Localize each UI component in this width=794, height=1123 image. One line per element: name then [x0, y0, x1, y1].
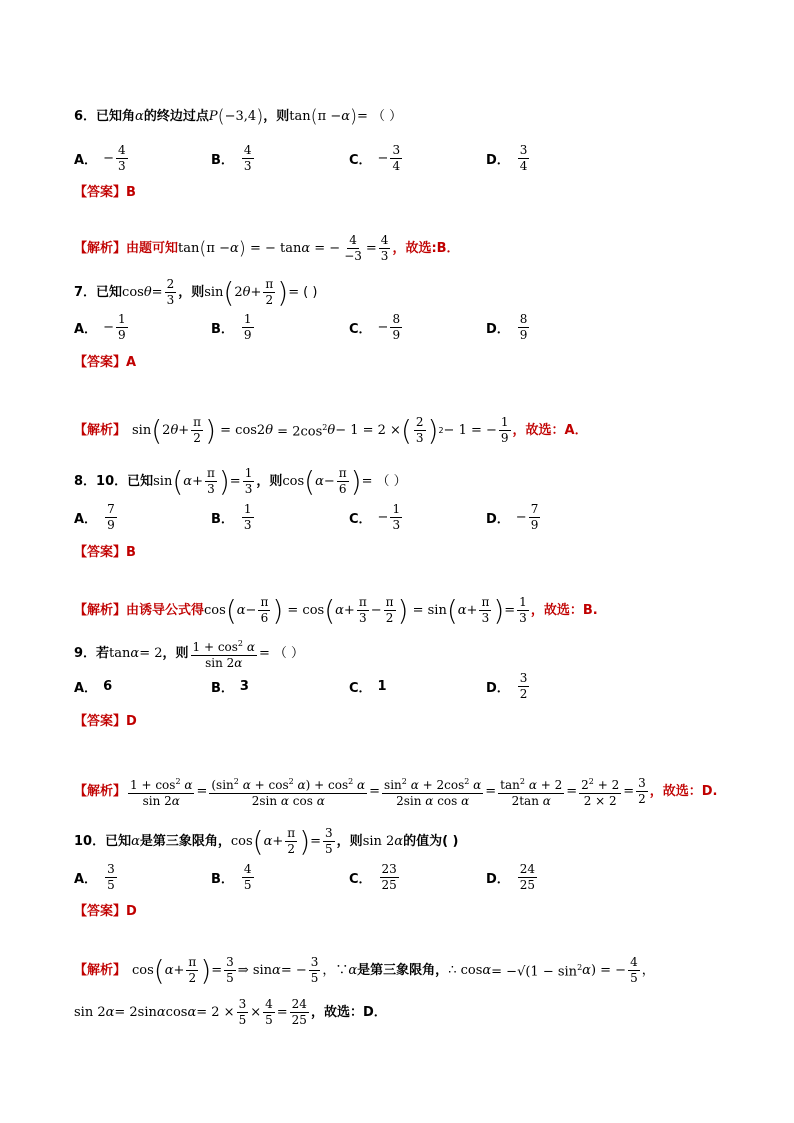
q8-option-d[interactable]: D． − $\frac{7}{9}$: [486, 501, 539, 532]
q6-stem-text: 6．已知角: [74, 109, 136, 124]
answer-label: 【答案】: [74, 904, 127, 919]
q9-option-d[interactable]: D． $\frac{3}{2}$: [486, 670, 528, 701]
q7-option-b[interactable]: B． $\frac{1}{9}$: [211, 311, 252, 342]
analysis-label: 【解析】: [74, 602, 127, 618]
q9-options: [74, 669, 774, 703]
answer-value: D: [126, 904, 137, 919]
q7-option-a[interactable]: A． − $\frac{1}{9}$: [74, 311, 126, 342]
q8-answer: [74, 545, 754, 561]
q9-option-a[interactable]: A． 6: [74, 678, 113, 696]
answer-label: 【答案】: [74, 714, 127, 729]
q9-answer: [74, 714, 754, 730]
q9-option-c[interactable]: C． 1: [349, 678, 387, 696]
q10-analysis-line2: sin 2 α = 2sin α cos α = 2 × $\frac{3}{5}$ × $\frac{4}{5}$ = $\frac{24}{25}$ ，故选：D．: [74, 997, 387, 1027]
q6-option-a[interactable]: A． − $\frac{4}{3}$: [74, 142, 126, 173]
q8-option-b[interactable]: B． $\frac{1}{3}$: [211, 501, 252, 532]
analysis-text: 是第三象限角，: [357, 962, 449, 978]
answer-value: D: [126, 714, 137, 729]
q10-options: [74, 860, 774, 894]
q10-answer: [74, 904, 754, 920]
q6-stem-paren: （ ）: [371, 109, 403, 124]
q8-stem-text: 8．10．已知: [74, 473, 154, 489]
q10-option-b[interactable]: B． $\frac{4}{5}$: [211, 861, 252, 892]
q6-stem: 6．已知角 α 的终边过点 P ( −3,4 ) ，则 tan ( π − α ) = （ ）: [74, 106, 403, 127]
analysis-label: 【解析】: [74, 962, 127, 978]
q8-stem: 8．10．已知 sin ( α + $\frac{\pi}{3}$ ) = $\frac{1}{3}$ ，则 cos ( α − $\frac{\pi}{6}$ ) = （ ）: [74, 464, 407, 498]
q10-option-d[interactable]: D． $\frac{24}{25}$: [486, 861, 536, 892]
analysis-text: 由题可知: [126, 240, 179, 256]
q6-stem-text-2: 的终边过点: [143, 109, 209, 124]
q9-stem-text-2: ，则: [162, 645, 189, 661]
answer-value: B: [126, 545, 136, 560]
analysis-end: ，故选：D．: [310, 1004, 387, 1020]
q9-analysis: 【解析】 $\frac{1 + \cos^2 \alpha}{\sin 2\alpha}$ = $\frac{(\sin^2 \alpha + \cos^2 \alpha) + \cos^2 \alpha}{\text{2sin α cos α}}$ = $\frac{\sin^2 \alpha + 2\cos^2 \alpha}{\text{2sin α cos α}}$ = $\frac{\tan^2 \alpha + 2}{\text{2tan α}}$ = $\frac{2^2 + 2}{2 \times 2}$ = $\frac{3}{2}$ ，故选：D.: [74, 776, 718, 808]
q6-stem-text-3: ，则: [263, 109, 290, 124]
analysis-text: 由诱导公式得: [126, 602, 205, 618]
option-value: 1: [377, 678, 387, 694]
q7-analysis: 【解析】 sin ( 2 θ + $\frac{\pi}{2}$ ) = cos2 θ = $2\cos^2$ θ − 1 = 2 × ( $\frac{2}{3}$ ) 2 − 1 = − $\frac{1}{9}$ ，故选：A．: [74, 413, 588, 447]
answer-value: A: [126, 355, 137, 370]
analysis-label: 【解析】: [74, 422, 127, 438]
q8-option-c[interactable]: C． − $\frac{1}{3}$: [349, 501, 401, 532]
option-value: 3: [239, 678, 249, 694]
q9-option-b[interactable]: B． 3: [211, 678, 249, 696]
q6-options: [74, 141, 774, 175]
q10-option-a[interactable]: A． $\frac{3}{5}$: [74, 861, 115, 892]
analysis-end: ，故选：A．: [512, 422, 588, 438]
q10-stem: 10．已知 α 是第三象限角， cos ( α + $\frac{\pi}{2}$ ) = $\frac{3}{5}$ ，则 sin 2 α 的值为( ): [74, 824, 459, 858]
analysis-end: ，故选：B.: [530, 602, 598, 618]
q7-stem: 7．已知 cos θ = $\frac{2}{3}$ ，则 sin ( 2 θ + $\frac{\pi}{2}$ ) = ( ): [74, 275, 318, 309]
analysis-end: ，故选:B．: [392, 240, 460, 256]
q8-stem-text-2: ，则: [256, 473, 283, 489]
analysis-label: 【解析】: [74, 783, 127, 799]
q9-stem-text: 9．若: [74, 645, 110, 661]
q7-options: [74, 310, 774, 344]
q8-options: [74, 500, 774, 534]
q10-stem-text: 10．已知: [74, 833, 132, 849]
q7-stem-text: 7．已知: [74, 284, 123, 300]
q6-answer: [74, 185, 754, 201]
q8-option-a[interactable]: A． $\frac{7}{9}$: [74, 501, 115, 532]
q6-option-b[interactable]: B． $\frac{4}{3}$: [211, 142, 252, 173]
q9-stem-paren: （ ）: [273, 645, 304, 661]
q8-analysis: 【解析】 由诱导公式得 cos ( α − $\frac{\pi}{6}$ ) = cos ( α + $\frac{\pi}{3}$ − $\frac{\pi}{2}$ ) = sin ( α + $\frac{\pi}{3}$ ) = $\frac{1}{3}$ ，故选：B.: [74, 593, 598, 627]
q7-stem-text-2: ，则: [178, 284, 205, 300]
q6-analysis: 【解析】 由题可知 tan ( π − α ) = − tan α = − $\frac{4}{-3}$ = $\frac{4}{3}$ ，故选:B．: [74, 233, 460, 263]
q10-stem-text-3: ，则: [336, 833, 363, 849]
analysis-end: ，故选：D.: [649, 783, 718, 799]
q10-stem-text-2: 是第三象限角，: [139, 833, 231, 849]
q7-option-c[interactable]: C． − $\frac{8}{9}$: [349, 311, 401, 342]
q7-option-d[interactable]: D． $\frac{8}{9}$: [486, 311, 528, 342]
q10-option-c[interactable]: C． $\frac{23}{25}$: [349, 861, 397, 892]
analysis-label: 【解析】: [74, 240, 127, 256]
q7-stem-paren: ( ): [303, 284, 318, 300]
q10-analysis-line1: 【解析】 cos ( α + $\frac{\pi}{2}$ ) = $\frac{3}{5}$ ⇒ sin α = − $\frac{3}{5}$ ，∵ α 是第三象限角， ∴ cos α = $-√(1 - \sin^2$ α ) = − $\frac{4}{5}$ ，: [74, 953, 655, 987]
option-value: 6: [103, 678, 113, 694]
q7-answer: [74, 355, 754, 371]
q8-stem-paren: （ ）: [376, 473, 407, 489]
answer-label: 【答案】: [74, 185, 127, 200]
q9-stem: 9．若 tan α = 2 ，则 $\frac{1 + \cos^2 \alpha}{\sin 2\alpha}$ = （ ）: [74, 636, 754, 671]
answer-label: 【答案】: [74, 355, 127, 370]
answer-value: B: [126, 185, 136, 200]
q10-stem-text-4: 的值为( ): [403, 833, 459, 849]
answer-label: 【答案】: [74, 545, 127, 560]
q6-option-c[interactable]: C． − $\frac{3}{4}$: [349, 142, 401, 173]
q6-option-d[interactable]: D． $\frac{3}{4}$: [486, 142, 528, 173]
